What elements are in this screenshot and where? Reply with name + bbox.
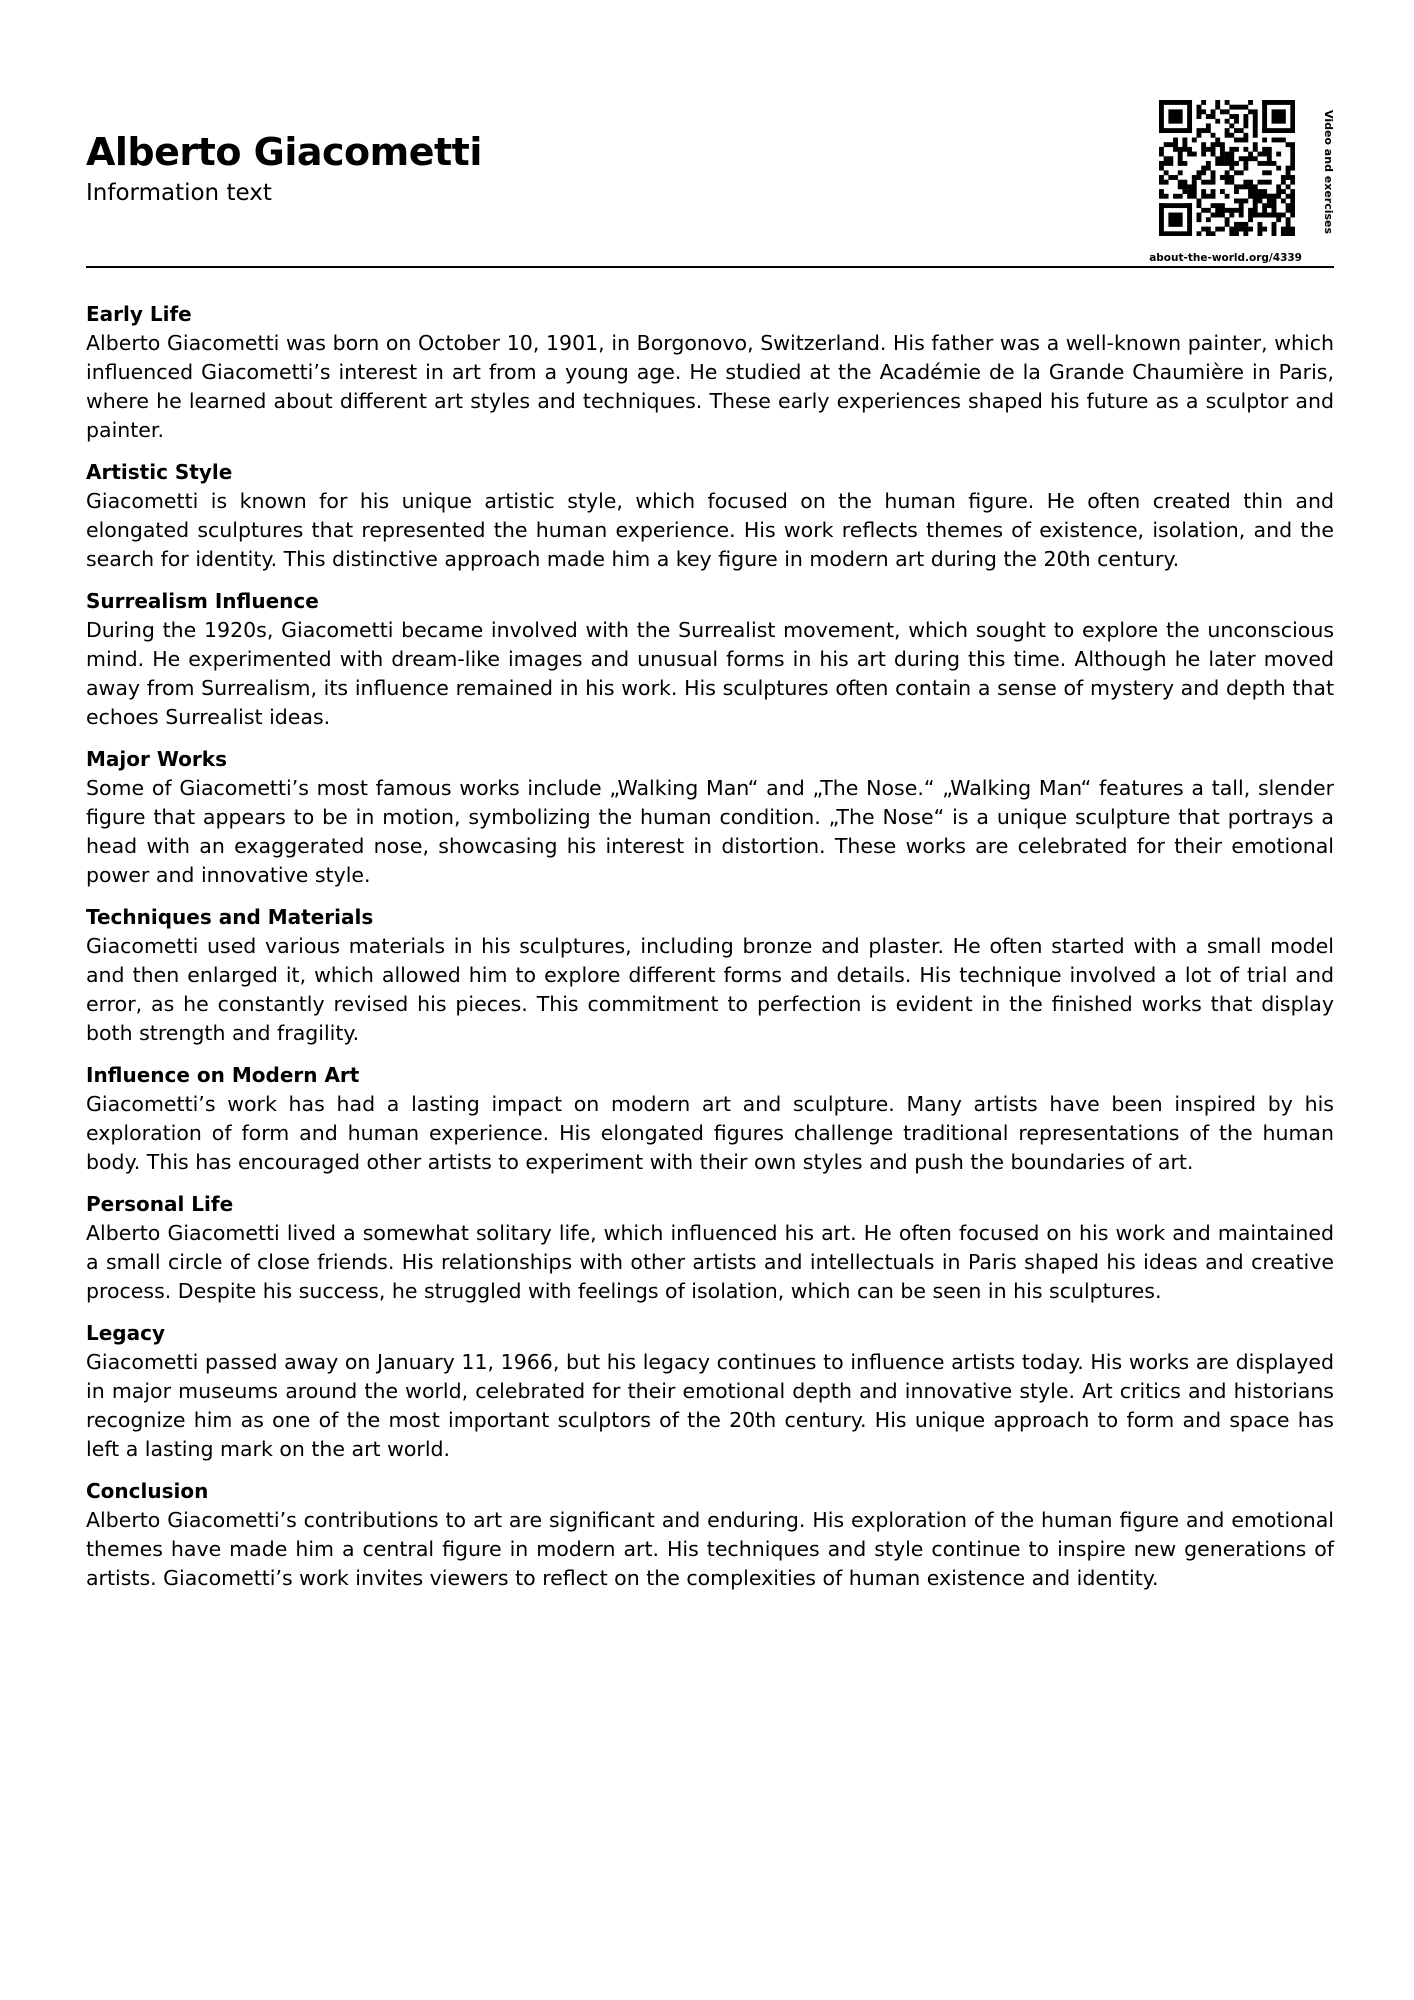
section-techniques-materials [86, 903, 1334, 1048]
section-major-works [86, 745, 1334, 890]
section-artistic-style [86, 458, 1334, 574]
header-divider [86, 266, 1334, 268]
section-conclusion [86, 1477, 1334, 1593]
video-exercises-label: Video and exercises [1322, 110, 1335, 235]
section-text: Alberto Giacometti’s contributions to art are significant and enduring. His exploration of the human figure and emotional themes have made him a central figure in modern art. His techniques and style continue to inspire new generations of artists. Giacometti’s work invites viewers to reflect on the complexities of human existence and identity. [86, 1508, 1334, 1590]
section-heading: Legacy [86, 1321, 166, 1345]
section-heading: Artistic Style [86, 460, 233, 484]
section-text: Giacometti passed away on January 11, 1966, but his legacy continues to influence artists today. His works are displayed in major museums around the world, celebrated for their emotional depth and innovative style. Art critics and historians recognize him as one of the most important sculptors of the 20th century. His unique approach to form and space has left a lasting mark on the art world. [86, 1350, 1334, 1461]
section-personal-life [86, 1190, 1334, 1306]
section-text: Alberto Giacometti lived a somewhat solitary life, which influenced his art. He often focused on his work and maintained a small circle of close friends. His relationships with other artists and intellectuals in Paris shaped his ideas and creative process. Despite his success, he struggled with feelings of isolation, which can be seen in his sculptures. [86, 1221, 1334, 1303]
section-heading: Conclusion [86, 1479, 209, 1503]
section-text: Giacometti is known for his unique artistic style, which focused on the human figure. He often created thin and elongated sculptures that represented the human experience. His work reflects themes of existence, isolation, and the search for identity. This distinctive approach made him a key figure in modern art during the 20th century. [86, 489, 1334, 571]
section-surrealism-influence [86, 587, 1334, 732]
section-heading: Early Life [86, 302, 192, 326]
page-title: Alberto Giacometti [86, 130, 482, 174]
section-legacy [86, 1319, 1334, 1464]
qr-code-icon[interactable] [1159, 100, 1295, 236]
section-text: Giacometti used various materials in his sculptures, including bronze and plaster. He often started with a small model and then enlarged it, which allowed him to explore different forms and details. His technique involved a lot of trial and error, as he constantly revised his pieces. This commitment to perfection is evident in the finished works that display both strength and fragility. [86, 934, 1334, 1045]
section-heading: Influence on Modern Art [86, 1063, 360, 1087]
section-text: Some of Giacometti’s most famous works include „Walking Man“ and „The Nose.“ „Walking Man“ features a tall, slender figure that appears to be in motion, symbolizing the human condition. „The Nose“ is a unique sculpture that portrays a head with an exaggerated nose, showcasing his interest in distortion. These works are celebrated for their emotional power and innovative style. [86, 776, 1334, 887]
section-heading: Major Works [86, 747, 227, 771]
page-subtitle: Information text [86, 180, 272, 206]
section-text: Alberto Giacometti was born on October 10, 1901, in Borgonovo, Switzerland. His father was a well-known painter, which influenced Giacometti’s interest in art from a young age. He studied at the Académie de la Grande Chaumière in Paris, where he learned about different art styles and techniques. These early experiences shaped his future as a sculptor and painter. [86, 331, 1334, 442]
section-heading: Surrealism Influence [86, 589, 319, 613]
article-body [86, 300, 1334, 1606]
section-text: During the 1920s, Giacometti became involved with the Surrealist movement, which sought to explore the unconscious mind. He experimented with dream-like images and unusual forms in his art during this time. Although he later moved away from Surrealism, its influence remained in his work. His sculptures often contain a sense of mystery and depth that echoes Surrealist ideas. [86, 618, 1334, 729]
qr-code-graphic [1159, 100, 1295, 236]
document-header [86, 128, 482, 208]
resource-url[interactable]: about-the-world.org/4339 [1149, 252, 1302, 264]
section-early-life [86, 300, 1334, 445]
section-text: Giacometti’s work has had a lasting impact on modern art and sculpture. Many artists have been inspired by his exploration of form and human experience. His elongated figures challenge traditional representations of the human body. This has encouraged other artists to experiment with their own styles and push the boundaries of art. [86, 1092, 1334, 1174]
section-heading: Personal Life [86, 1192, 234, 1216]
section-influence-modern-art [86, 1061, 1334, 1177]
section-heading: Techniques and Materials [86, 905, 374, 929]
